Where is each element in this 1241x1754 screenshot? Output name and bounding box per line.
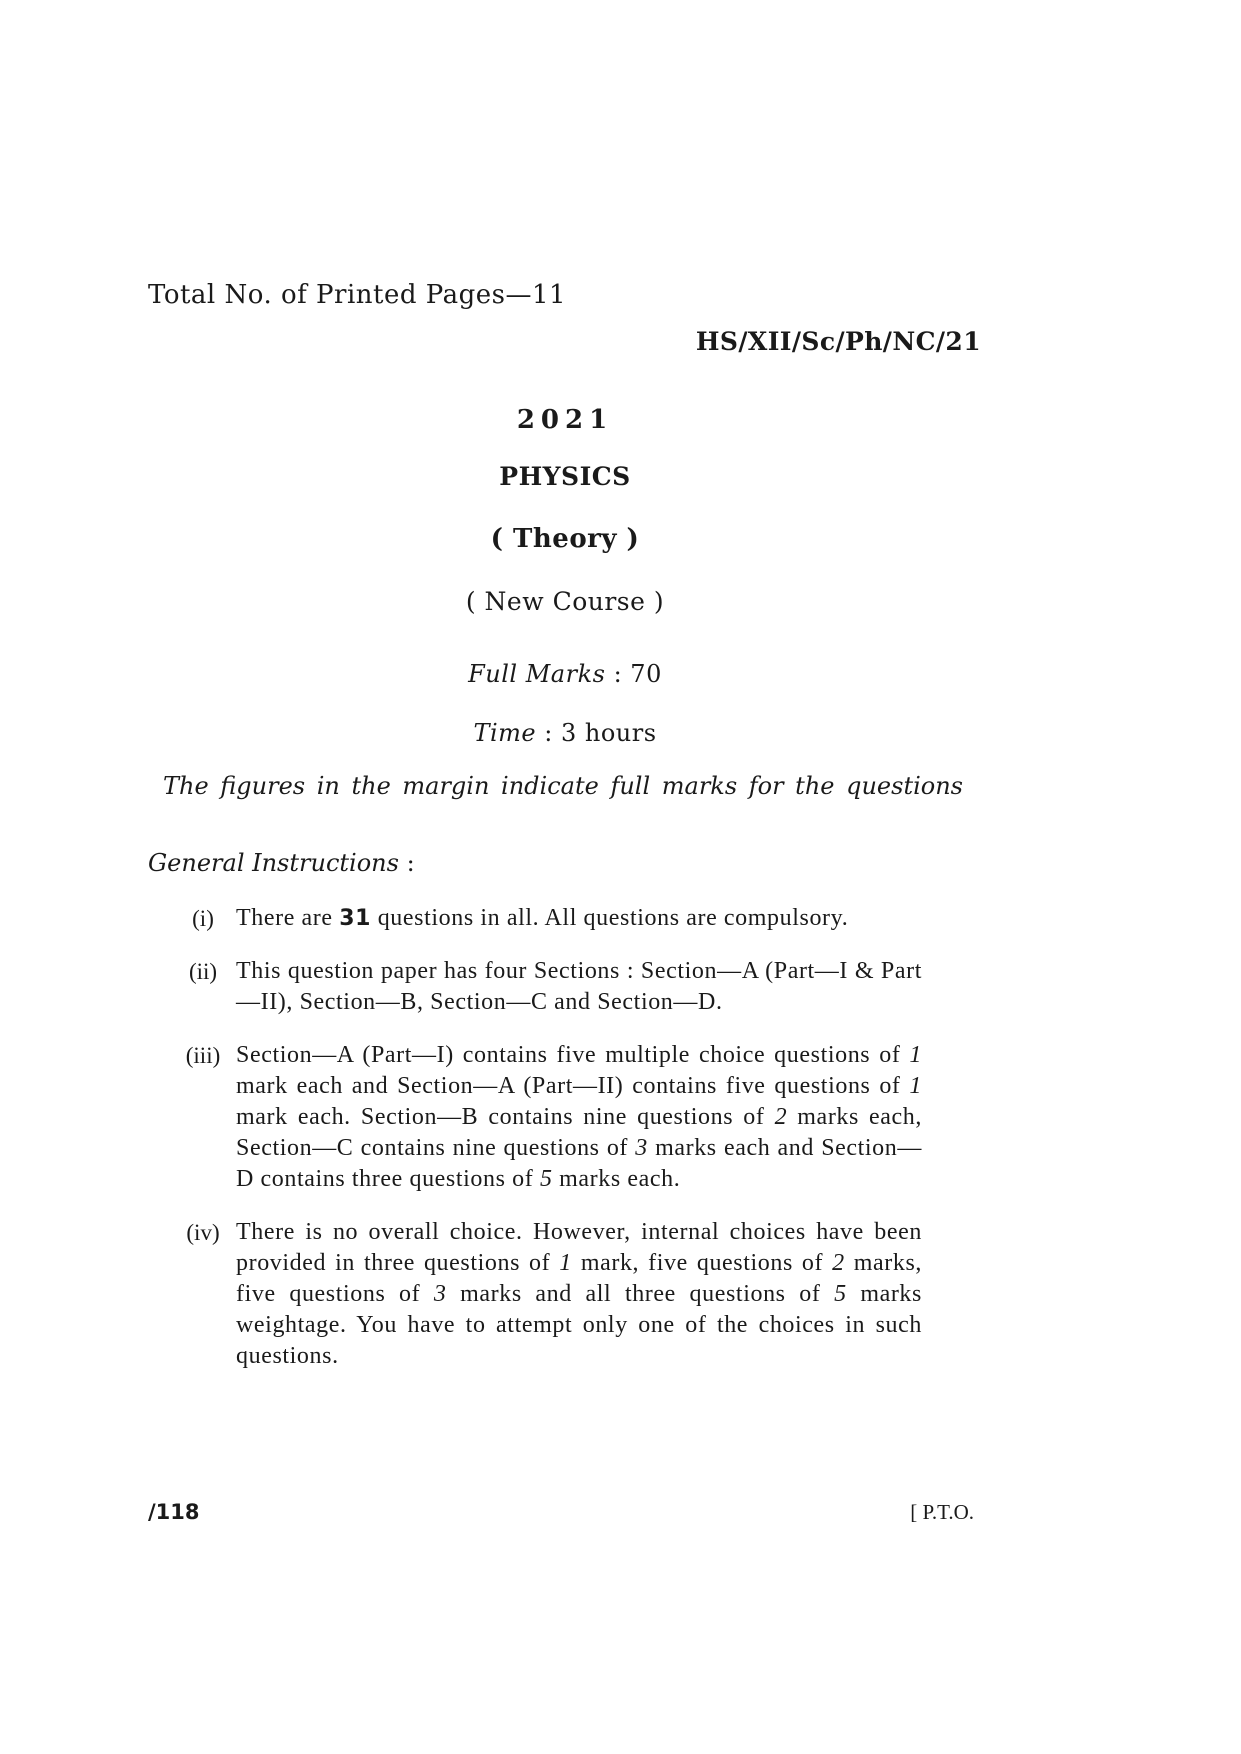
paper-code: HS/XII/Sc/Ph/NC/21 (695, 327, 981, 356)
page-footer-code: /118 (148, 1500, 200, 1524)
full-marks-value: : 70 (613, 660, 662, 688)
time-value: : 3 hours (544, 719, 657, 747)
general-instructions-heading (148, 849, 415, 877)
course-label: ( New Course ) (465, 587, 665, 616)
printed-pages-line: Total No. of Printed Pages—11 (148, 280, 567, 310)
instruction-number: (ii) (188, 959, 218, 984)
general-instructions-colon: : (398, 849, 415, 877)
time-label: Time (473, 719, 537, 747)
exam-year: 2021 (516, 405, 614, 435)
instruction-item (170, 1217, 922, 1372)
instruction-text: This question paper has four Sections : Section—A (Part—I & Part—II), Section—B, Section—C and Section—D. (236, 958, 922, 1015)
instruction-number: (iii) (185, 1043, 221, 1068)
instruction-item (170, 956, 922, 1018)
margin-note: The figures in the margin indicate full marks for the questions (163, 772, 963, 800)
instruction-item (170, 1040, 922, 1195)
instruction-number: (iv) (186, 1220, 220, 1245)
instructions-list (170, 903, 922, 1394)
instruction-text: Section—A (Part—I) contains five multiple choice questions of 1 mark each and Section—A (Part—II) contains five questions of 1 mark each. Section—B contains nine questions of 2 marks each, Section—C contains nine questions of 3 marks each and Section—D contains three questions of 5 marks each. (236, 1042, 923, 1192)
instruction-number: (i) (192, 906, 214, 931)
full-marks-label: Full Marks (468, 660, 606, 688)
full-marks-line (0, 660, 1130, 688)
paper-type: ( Theory ) (490, 524, 640, 554)
general-instructions-label: General Instructions (148, 849, 399, 877)
time-line (0, 719, 1130, 747)
instruction-item (170, 903, 922, 934)
question-count: 31 (339, 906, 372, 931)
pto-label: [ P.T.O. (910, 1500, 974, 1524)
instruction-text: There is no overall choice. However, internal choices have been provided in three questions of 1 mark, five questions of 2 marks, five questions of 3 marks and all three questions of 5 marks weightage. You have to attempt only one of the choices in such questions. (236, 1219, 922, 1369)
instruction-text: There are 31 questions in all. All questions are compulsory. (236, 905, 849, 931)
subject-title: PHYSICS (499, 462, 631, 491)
